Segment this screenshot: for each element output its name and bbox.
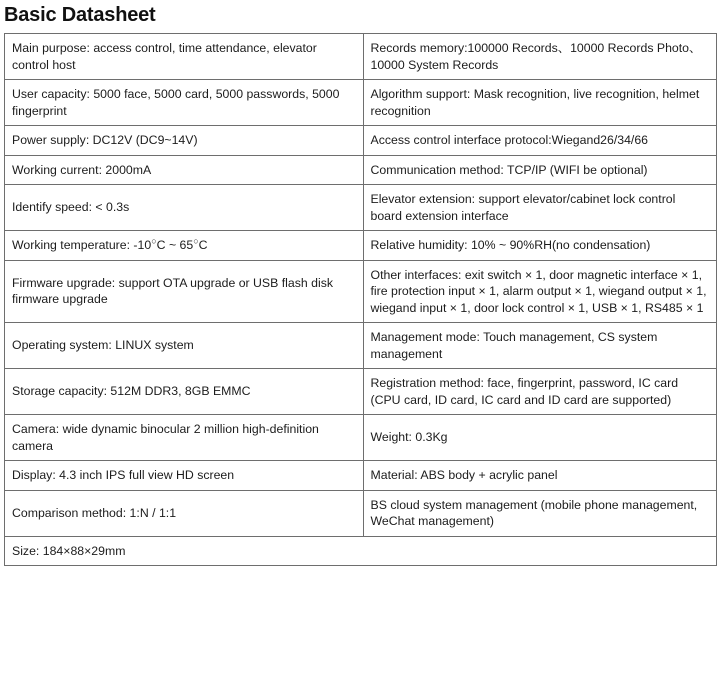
table-row	[5, 369, 717, 415]
spec-cell-other-interfaces: Other interfaces: exit switch × 1, door magnetic interface × 1, fire protection input × 1, alarm output × 1, wiegand output × 1, wiegand input × 1, door lock control × 1, USB × 1, RS485 × 1	[363, 260, 717, 323]
spec-cell-operating-system: Operating system: LINUX system	[5, 323, 364, 369]
spec-cell-identify-speed: Identify speed: < 0.3s	[5, 185, 364, 231]
spec-cell-main-purpose: Main purpose: access control, time attendance, elevator control host	[5, 34, 364, 80]
spec-cell-working-temperature: Working temperature: -10○C ~ 65○C	[5, 231, 364, 261]
spec-cell-material: Material: ABS body + acrylic panel	[363, 461, 717, 491]
specifications-table	[4, 33, 717, 566]
spec-cell-records-memory: Records memory:100000 Records、10000 Records Photo、10000 System Records	[363, 34, 717, 80]
table-row	[5, 415, 717, 461]
table-row	[5, 536, 717, 566]
table-row	[5, 126, 717, 156]
spec-cell-algorithm-support: Algorithm support: Mask recognition, live recognition, helmet recognition	[363, 80, 717, 126]
degree-symbol: ○	[193, 235, 199, 246]
spec-cell-size: Size: 184×88×29mm	[5, 536, 717, 566]
table-row	[5, 185, 717, 231]
table-row	[5, 231, 717, 261]
spec-cell-registration-method: Registration method: face, fingerprint, password, IC card (CPU card, ID card, IC card and ID card are supported)	[363, 369, 717, 415]
table-row	[5, 490, 717, 536]
spec-cell-working-current: Working current: 2000mA	[5, 155, 364, 185]
spec-cell-elevator-extension: Elevator extension: support elevator/cabinet lock control board extension interface	[363, 185, 717, 231]
spec-cell-weight: Weight: 0.3Kg	[363, 415, 717, 461]
spec-cell-management-mode: Management mode: Touch management, CS system management	[363, 323, 717, 369]
degree-symbol: ○	[151, 235, 157, 246]
specifications-table-body	[5, 34, 717, 566]
spec-cell-user-capacity: User capacity: 5000 face, 5000 card, 5000 passwords, 5000 fingerprint	[5, 80, 364, 126]
spec-cell-relative-humidity: Relative humidity: 10% ~ 90%RH(no condensation)	[363, 231, 717, 261]
table-row	[5, 260, 717, 323]
spec-cell-power-supply: Power supply: DC12V (DC9~14V)	[5, 126, 364, 156]
spec-cell-firmware-upgrade: Firmware upgrade: support OTA upgrade or USB flash disk firmware upgrade	[5, 260, 364, 323]
page-title: Basic Datasheet	[4, 4, 156, 26]
spec-cell-comparison-method: Comparison method: 1:N / 1:1	[5, 490, 364, 536]
spec-cell-display: Display: 4.3 inch IPS full view HD screen	[5, 461, 364, 491]
spec-cell-storage-capacity: Storage capacity: 512M DDR3, 8GB EMMC	[5, 369, 364, 415]
spec-cell-bs-cloud-management: BS cloud system management (mobile phone management, WeChat management)	[363, 490, 717, 536]
table-row	[5, 34, 717, 80]
table-row	[5, 323, 717, 369]
table-row	[5, 80, 717, 126]
table-row	[5, 155, 717, 185]
spec-cell-communication-method: Communication method: TCP/IP (WIFI be optional)	[363, 155, 717, 185]
table-row	[5, 461, 717, 491]
spec-cell-access-control-protocol: Access control interface protocol:Wiegand26/34/66	[363, 126, 717, 156]
spec-cell-camera: Camera: wide dynamic binocular 2 million high-definition camera	[5, 415, 364, 461]
